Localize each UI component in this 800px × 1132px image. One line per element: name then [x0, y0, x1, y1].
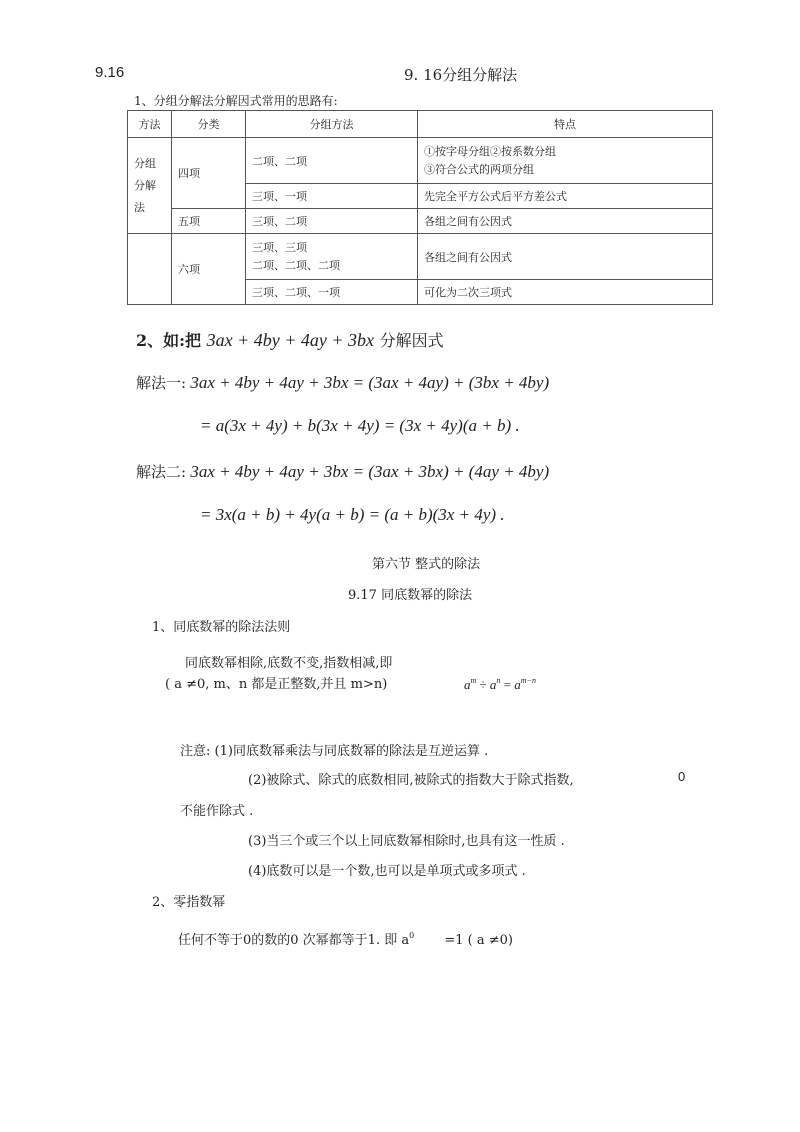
five-terms-cell: 五项 [172, 209, 246, 234]
zero-power-statement: 任何不等于0的数的0 次幂都等于1. 即 a [178, 933, 410, 948]
table-row-3-feature: 各组之间有公因式 [418, 209, 713, 234]
note-3: (3)当三个或三个以上同底数幂相除时,也具有这一性质 . [248, 834, 565, 849]
method-label-cell [128, 138, 172, 234]
table-row-1-feature [418, 138, 713, 184]
note-2-continuation: 不能作除式 . [180, 804, 254, 819]
chapter-title: 第六节 整式的除法 [372, 557, 481, 572]
method1-line1 [136, 372, 549, 393]
division-formula [464, 676, 536, 693]
zero-power-exponent: 0 [409, 931, 415, 940]
method-line: 三项、三项 [252, 240, 307, 254]
table-row-5-feature: 可化为二次三项式 [418, 280, 713, 305]
section-title: 9. 16分组分解法 [404, 66, 518, 84]
formula-base: a [489, 677, 497, 692]
note-1-text: (1)同底数幂乘法与同底数幂的除法是互逆运算 . [214, 744, 489, 759]
formula-exp-n: n [496, 676, 501, 685]
method1-line2: = a(3x + 4y) + b(3x + 4y) = (3x + 4y)(a + b) . [200, 416, 520, 435]
method2-line2: = 3x(a + b) + 4y(a + b) = (a + b)(3x + 4y) . [200, 505, 505, 524]
zero-power-heading: 2、零指数幂 [152, 895, 226, 910]
method-label: 分组分解法 [134, 156, 156, 214]
note-2: (2)被除式、除式的底数相同,被除式的指数大于除式指数, [248, 773, 574, 788]
rule-statement: 同底数幂相除,底数不变,指数相减,即 [185, 656, 393, 671]
intro-text: 1、分组分解法分解因式常用的思路有: [134, 94, 338, 108]
table-row-5-method: 三项、二项、一项 [246, 280, 418, 305]
six-terms-cell: 六项 [172, 234, 246, 305]
example-expression: 3ax + 4by + 4ay + 3bx [206, 330, 375, 350]
rule-heading: 1、同底数幂的除法法则 [152, 620, 291, 635]
table-row-1-method: 二项、二项 [246, 138, 418, 184]
method1-equation: 3ax + 4by + 4ay + 3bx = (3ax + 4ay) + (3bx + 4by) [190, 373, 550, 392]
zero-power-tail: =1 ( a ≠0) [444, 933, 513, 948]
note-2-zero: 0 [678, 769, 686, 784]
example-suffix: 分解因式 [379, 331, 444, 350]
chapter-subtitle: 9.17 同底数幂的除法 [348, 588, 473, 603]
feature-line: ③符合公式的两项分组 [424, 162, 534, 176]
formula-base: a [464, 677, 471, 692]
table-row-4-feature: 各组之间有公因式 [418, 234, 713, 280]
example-label: 2、如:把 [136, 331, 202, 350]
note-4: (4)底数可以是一个数,也可以是单项式或多项式 . [248, 864, 526, 879]
four-terms-cell [172, 138, 246, 209]
table-row-3-method: 三项、二项 [246, 209, 418, 234]
method2-label: 解法二: [136, 463, 187, 481]
formula-base: a [514, 677, 521, 692]
formula-exp-m: m [470, 676, 477, 685]
table-header-method: 方法 [128, 111, 172, 138]
method2-line1 [136, 461, 549, 482]
method-line: 二项、二项、二项 [252, 258, 340, 272]
method2-equation: 3ax + 4by + 4ay + 3bx = (3ax + 3bx) + (4ay + 4by) [190, 462, 550, 481]
table-header-category: 分类 [172, 111, 246, 138]
table-row-2-method: 三项、一项 [246, 184, 418, 209]
note-1 [180, 740, 488, 759]
table-header-feature: 特点 [418, 111, 713, 138]
table-row-2-feature: 先完全平方公式后平方差公式 [418, 184, 713, 209]
formula-equals: = [503, 677, 512, 692]
section-number: 9.16 [95, 64, 125, 81]
grouping-methods-table [127, 110, 713, 305]
rule-condition: ( a ≠0, m、n 都是正整数,并且 m>n) [165, 677, 388, 692]
zero-power-text [178, 929, 513, 948]
four-terms-label: 四项 [178, 167, 200, 180]
table-row-4-method [246, 234, 418, 280]
notes-label: 注意: [180, 744, 211, 759]
formula-exp-mn: m−n [520, 676, 536, 685]
method1-label: 解法一: [136, 374, 187, 392]
example-heading [136, 328, 444, 351]
empty-method-cell [128, 234, 172, 305]
formula-divide: ÷ [479, 677, 487, 692]
table-header-grouping: 分组方法 [246, 111, 418, 138]
feature-line: ①按字母分组②按系数分组 [424, 144, 556, 158]
